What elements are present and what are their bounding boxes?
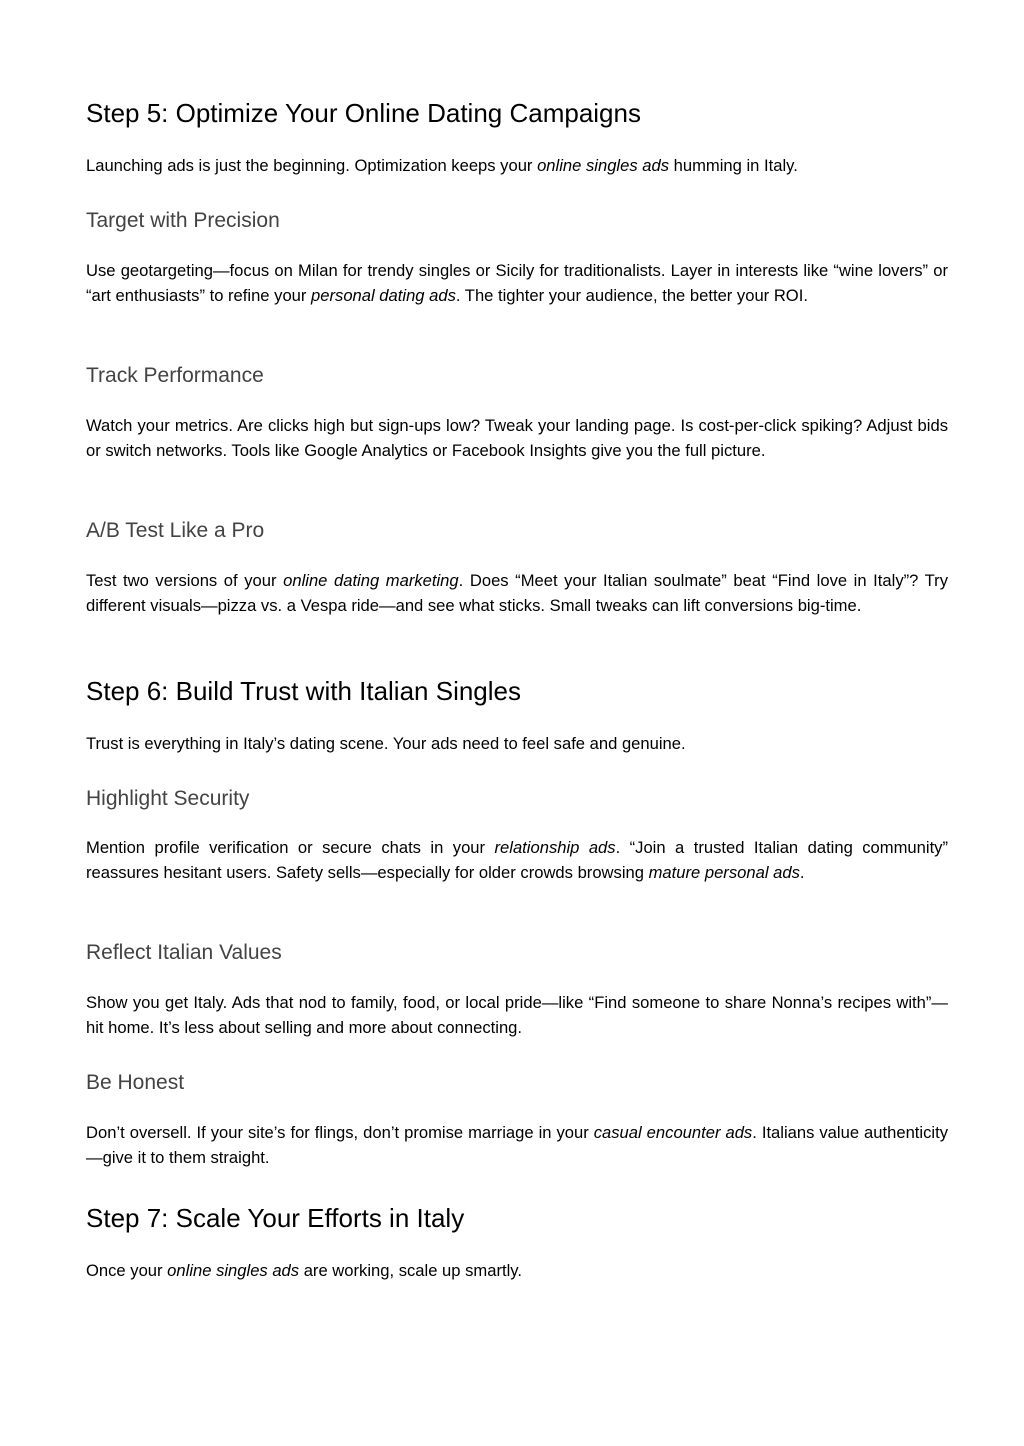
- step7-heading: Step 7: Scale Your Efforts in Italy: [86, 1203, 465, 1233]
- step7-intro-paragraph: [86, 1258, 948, 1283]
- honest-text-1: Don’t oversell. If your site’s for flings, don’t promise marriage in your: [86, 1123, 594, 1142]
- target-precision-heading: Target with Precision: [86, 209, 280, 232]
- italian-values-paragraph: Show you get Italy. Ads that nod to family, food, or local pride—like “Find someone to share Nonna’s recipes with”—hit home. It’s less about selling and more about connecting.: [86, 993, 948, 1037]
- ab-test-paragraph: [86, 568, 948, 618]
- target-emphasis: personal dating ads: [311, 286, 456, 305]
- step6-intro-paragraph: Trust is everything in Italy’s dating scene. Your ads need to feel safe and genuine.: [86, 734, 686, 753]
- be-honest-heading: Be Honest: [86, 1071, 185, 1094]
- step5-intro-emphasis: online singles ads: [537, 156, 669, 175]
- abtest-text-2: . Does “Meet your Italian soulmate” beat “Find love in Italy”? Try different visuals—pizza vs. a Vespa ride—and see what sticks. Small tweaks can lift conversions big-time.: [86, 571, 948, 615]
- step5-intro-text-1: Launching ads is just the beginning. Optimization keeps your: [86, 156, 538, 175]
- step5-intro-text-2: humming in Italy.: [669, 156, 798, 175]
- italian-values-heading: Reflect Italian Values: [86, 941, 282, 964]
- step5-heading: Step 5: Optimize Your Online Dating Campaigns: [86, 98, 641, 128]
- step5-intro-paragraph: [86, 153, 948, 178]
- track-performance-paragraph: Watch your metrics. Are clicks high but sign-ups low? Tweak your landing page. Is cost-per-click spiking? Adjust bids or switch networks. Tools like Google Analytics or Facebook Insights give you the full picture.: [86, 416, 948, 460]
- step7-intro-emphasis: online singles ads: [167, 1261, 300, 1280]
- target-text-2: . The tighter your audience, the better your ROI.: [455, 286, 808, 305]
- track-performance-heading: Track Performance: [86, 364, 264, 387]
- security-text-1: Mention profile verification or secure chats in your: [86, 838, 495, 857]
- honest-text-2: . Italians value authenticity—give it to them straight.: [86, 1123, 948, 1167]
- step7-intro-text-1: Once your: [86, 1261, 168, 1280]
- step6-heading: Step 6: Build Trust with Italian Singles: [86, 676, 522, 706]
- abtest-emphasis: online dating marketing: [283, 571, 459, 590]
- security-emphasis-2: mature personal ads: [648, 863, 800, 882]
- target-precision-paragraph: [86, 258, 948, 308]
- target-text-1: Use geotargeting—focus on Milan for trendy singles or Sicily for traditionalists. Layer in interests like “wine lovers” or “art enthusiasts” to refine your: [86, 261, 948, 305]
- ab-test-heading: A/B Test Like a Pro: [86, 519, 265, 542]
- security-emphasis-1: relationship ads: [494, 838, 616, 857]
- highlight-security-paragraph: [86, 835, 948, 885]
- security-text-2: . “Join a trusted Italian dating community” reassures hesitant users. Safety sells—especially for older crowds browsing: [86, 838, 949, 882]
- step7-intro-text-2: are working, scale up smartly.: [299, 1261, 522, 1280]
- honest-emphasis: casual encounter ads: [593, 1123, 753, 1142]
- abtest-text-1: Test two versions of your: [86, 571, 284, 590]
- be-honest-paragraph: [86, 1120, 948, 1170]
- highlight-security-heading: Highlight Security: [86, 787, 250, 810]
- security-text-3: .: [799, 863, 805, 882]
